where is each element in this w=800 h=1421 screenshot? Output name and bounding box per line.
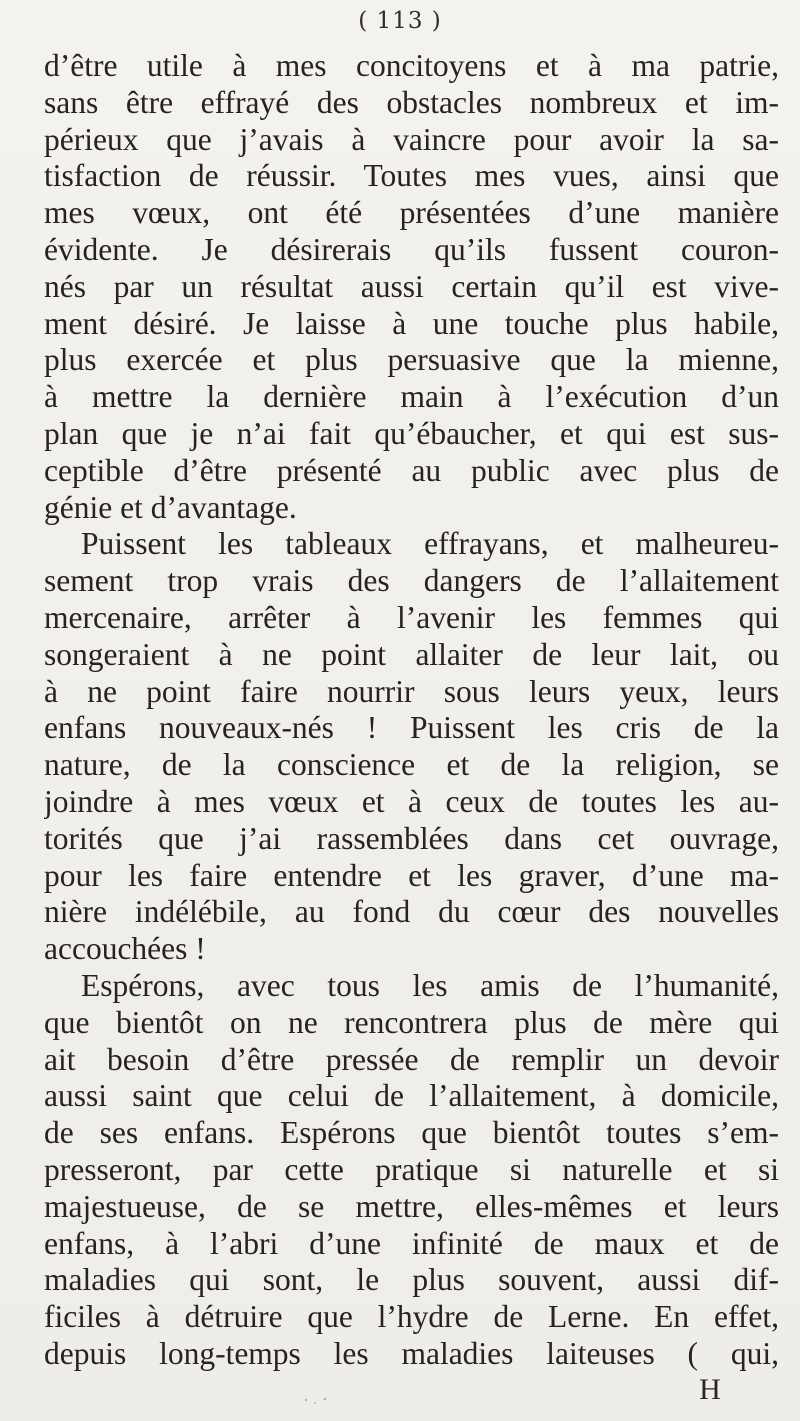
- text-line: à ne point faire nourrir sous leurs yeux, leurs: [44, 673, 779, 709]
- text-line: presseront, par cette pratique si naturelle et si: [44, 1151, 779, 1187]
- text-line: torités que j’ai rassemblées dans cet ouvrage,: [44, 820, 779, 856]
- text-line: mes vœux, ont été présentées d’une manière: [44, 195, 779, 231]
- text-line: évidente. Je désirerais qu’ils fussent couron-: [44, 231, 779, 267]
- text-line: pour les faire entendre et les graver, d’une ma-: [44, 857, 779, 893]
- text-line: nière indélébile, au fond du cœur des nouvelles: [44, 894, 779, 930]
- text-line: d’être utile à mes concitoyens et à ma patrie,: [44, 48, 779, 83]
- text-line: sans être effrayé des obstacles nombreux et im-: [44, 84, 779, 120]
- text-line: que bientôt on ne rencontrera plus de mère qui: [44, 1004, 779, 1040]
- page-number: ( 113 ): [358, 8, 442, 34]
- text-line: depuis long-temps les maladies laiteuses ( qui,: [44, 1335, 779, 1371]
- signature-mark: H: [699, 1373, 721, 1406]
- text-line: ceptible d’être présenté au public avec plus de: [44, 452, 779, 488]
- text-line: plus exercée et plus persuasive que la mienne,: [44, 342, 779, 378]
- paragraph-start-line: Puissent les tableaux effrayans, et malheureu-: [81, 526, 779, 562]
- text-line: enfans nouveaux-nés ! Puissent les cris de la: [44, 710, 779, 746]
- text-line: de ses enfans. Espérons que bientôt toutes s’em-: [44, 1115, 779, 1151]
- text-line: aussi saint que celui de l’allaitement, à domicile,: [44, 1078, 779, 1114]
- text-line: accouchées !: [44, 931, 206, 967]
- text-line: tisfaction de réussir. Toutes mes vues, ainsi que: [44, 158, 779, 194]
- paragraph-start-line: Espérons, avec tous les amis de l’humanité,: [81, 967, 779, 1003]
- text-line: nature, de la conscience et de la religion, se: [44, 747, 779, 783]
- body-text: [44, 48, 779, 1373]
- text-line: ait besoin d’être pressée de remplir un devoir: [44, 1041, 779, 1077]
- paper-specks: [300, 1395, 340, 1409]
- text-line: majestueuse, de se mettre, elles-mêmes et leurs: [44, 1188, 779, 1224]
- text-line: mercenaire, arrêter à l’avenir les femmes qui: [44, 599, 779, 635]
- text-line: génie et d’avantage.: [44, 489, 297, 525]
- text-line: ficiles à détruire que l’hydre de Lerne. En effet,: [44, 1299, 779, 1335]
- text-line: enfans, à l’abri d’une infinité de maux et de: [44, 1225, 779, 1261]
- text-line: nés par un résultat aussi certain qu’il est vive-: [44, 268, 779, 304]
- text-line: songeraient à ne point allaiter de leur lait, ou: [44, 636, 779, 672]
- text-line: plan que je n’ai fait qu’ébaucher, et qui est sus-: [44, 415, 779, 451]
- text-line: périeux que j’avais à vaincre pour avoir la sa-: [44, 121, 779, 157]
- text-line: à mettre la dernière main à l’exécution d’un: [44, 379, 779, 415]
- text-line: ment désiré. Je laisse à une touche plus habile,: [44, 305, 779, 341]
- text-line: maladies qui sont, le plus souvent, aussi dif-: [44, 1262, 779, 1298]
- text-line: sement trop vrais des dangers de l’allaitement: [44, 563, 779, 599]
- text-line: joindre à mes vœux et à ceux de toutes les au-: [44, 783, 779, 819]
